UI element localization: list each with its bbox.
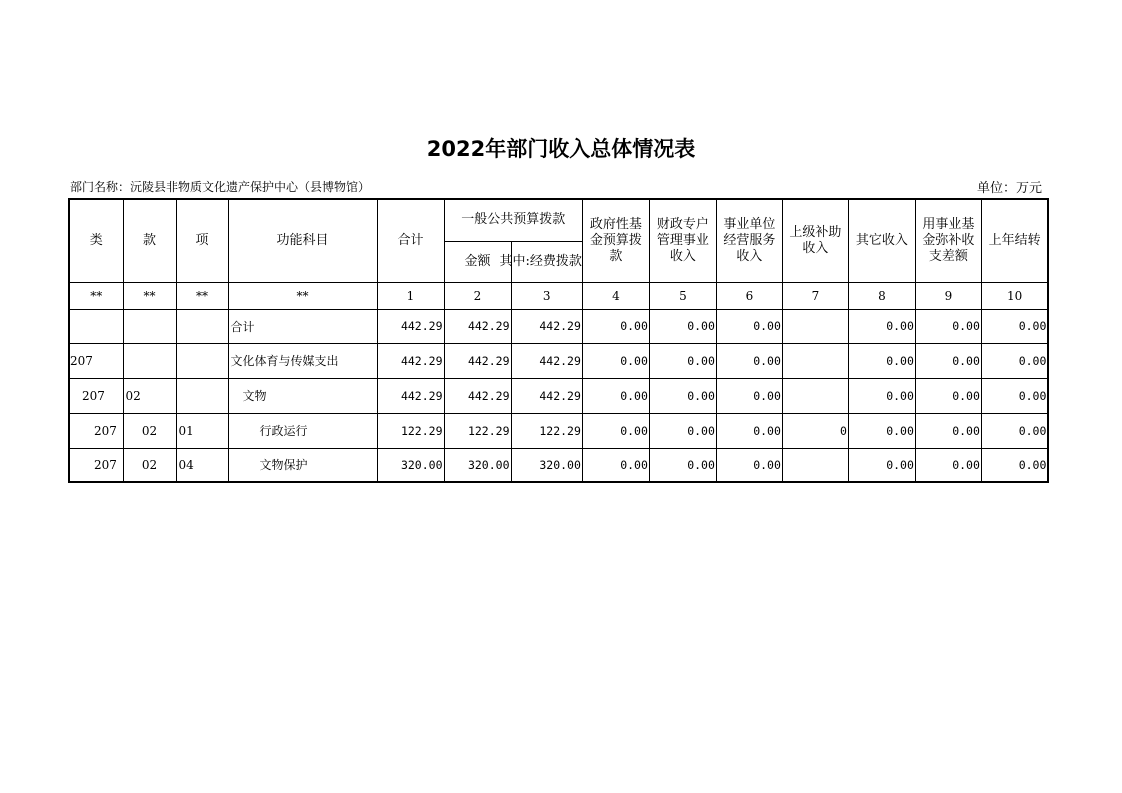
- cell-gov-fund: 0.00: [582, 378, 649, 413]
- cell-carryover: 0.00: [981, 309, 1048, 343]
- cell-subject: 文物保护: [228, 448, 377, 482]
- cell-business-ops: 0.00: [716, 413, 782, 448]
- header-row-1: [69, 199, 1048, 241]
- index-cell: 6: [716, 282, 782, 309]
- header-superior-subsidy: 上级补助收入: [782, 199, 848, 282]
- cell-carryover: 0.00: [981, 343, 1048, 378]
- table-row: [69, 343, 1048, 378]
- cell-subject: 行政运行: [228, 413, 377, 448]
- cell-gov-fund: 0.00: [582, 343, 649, 378]
- cell-lei: 207: [69, 413, 123, 448]
- cell-superior-subsidy: [782, 448, 848, 482]
- index-cell: 7: [782, 282, 848, 309]
- cell-xiang: [176, 378, 228, 413]
- header-general-budget: 一般公共预算拨款: [444, 199, 582, 241]
- cell-kuan: 02: [123, 413, 176, 448]
- header-total: 合计: [377, 199, 444, 282]
- cell-of-which: 122.29: [511, 413, 582, 448]
- cell-superior-subsidy: [782, 378, 848, 413]
- cell-business-ops: 0.00: [716, 309, 782, 343]
- cell-total: 122.29: [377, 413, 444, 448]
- table-row: [69, 448, 1048, 482]
- cell-business-ops: 0.00: [716, 448, 782, 482]
- cell-fiscal-special: 0.00: [649, 448, 716, 482]
- table-row: [69, 309, 1048, 343]
- index-cell: **: [228, 282, 377, 309]
- header-fiscal-special: 财政专户管理事业收入: [649, 199, 716, 282]
- index-cell: 8: [848, 282, 915, 309]
- cell-fiscal-special: 0.00: [649, 378, 716, 413]
- header-amount: 金额: [444, 241, 511, 282]
- cell-other-income: 0.00: [848, 343, 915, 378]
- cell-of-which: 442.29: [511, 343, 582, 378]
- header-fund-offset: 用事业基金弥补收支差额: [915, 199, 981, 282]
- cell-other-income: 0.00: [848, 309, 915, 343]
- index-cell: 5: [649, 282, 716, 309]
- cell-fund-offset: 0.00: [915, 378, 981, 413]
- cell-kuan: 02: [123, 378, 176, 413]
- cell-lei: 207: [69, 448, 123, 482]
- page-title: 2022年部门收入总体情况表: [426, 137, 696, 161]
- cell-of-which: 442.29: [511, 309, 582, 343]
- header-xiang: 项: [176, 199, 228, 282]
- unit-label: 单位：万元: [976, 181, 1042, 196]
- cell-xiang: [176, 343, 228, 378]
- index-cell: **: [123, 282, 176, 309]
- header-business-ops: 事业单位经营服务收入: [716, 199, 782, 282]
- cell-carryover: 0.00: [981, 413, 1048, 448]
- cell-amount: 442.29: [444, 309, 511, 343]
- index-cell: 9: [915, 282, 981, 309]
- cell-fiscal-special: 0.00: [649, 343, 716, 378]
- cell-of-which: 320.00: [511, 448, 582, 482]
- table-row: [69, 413, 1048, 448]
- cell-xiang: [176, 309, 228, 343]
- cell-gov-fund: 0.00: [582, 413, 649, 448]
- header-other-income: 其它收入: [848, 199, 915, 282]
- cell-subject: 文化体育与传媒支出: [228, 343, 377, 378]
- cell-of-which: 442.29: [511, 378, 582, 413]
- cell-subject: 合计: [228, 309, 377, 343]
- cell-other-income: 0.00: [848, 378, 915, 413]
- cell-superior-subsidy: 0: [782, 413, 848, 448]
- cell-other-income: 0.00: [848, 448, 915, 482]
- index-cell: 10: [981, 282, 1048, 309]
- header-of-which: 其中:经费拨款: [511, 241, 582, 282]
- index-cell: **: [69, 282, 123, 309]
- cell-kuan: 02: [123, 448, 176, 482]
- header-gov-fund: 政府性基金预算拨款: [582, 199, 649, 282]
- cell-fiscal-special: 0.00: [649, 413, 716, 448]
- cell-carryover: 0.00: [981, 448, 1048, 482]
- header-lei: 类: [69, 199, 123, 282]
- cell-lei: 207: [69, 343, 123, 378]
- index-cell: 2: [444, 282, 511, 309]
- index-cell: 1: [377, 282, 444, 309]
- index-cell: 4: [582, 282, 649, 309]
- cell-superior-subsidy: [782, 343, 848, 378]
- cell-subject: 文物: [228, 378, 377, 413]
- cell-other-income: 0.00: [848, 413, 915, 448]
- cell-gov-fund: 0.00: [582, 448, 649, 482]
- income-table: [68, 198, 1049, 483]
- cell-fiscal-special: 0.00: [649, 309, 716, 343]
- cell-carryover: 0.00: [981, 378, 1048, 413]
- header-kuan: 款: [123, 199, 176, 282]
- cell-fund-offset: 0.00: [915, 309, 981, 343]
- cell-lei: [69, 309, 123, 343]
- cell-amount: 320.00: [444, 448, 511, 482]
- table-row: [69, 378, 1048, 413]
- header-subject: 功能科目: [228, 199, 377, 282]
- cell-amount: 442.29: [444, 378, 511, 413]
- cell-business-ops: 0.00: [716, 343, 782, 378]
- cell-fund-offset: 0.00: [915, 448, 981, 482]
- index-cell: **: [176, 282, 228, 309]
- cell-total: 442.29: [377, 378, 444, 413]
- cell-lei: 207: [69, 378, 123, 413]
- cell-fund-offset: 0.00: [915, 413, 981, 448]
- cell-amount: 442.29: [444, 343, 511, 378]
- cell-xiang: 01: [176, 413, 228, 448]
- index-cell: 3: [511, 282, 582, 309]
- cell-fund-offset: 0.00: [915, 343, 981, 378]
- cell-total: 320.00: [377, 448, 444, 482]
- cell-kuan: [123, 309, 176, 343]
- cell-total: 442.29: [377, 309, 444, 343]
- index-row: [69, 282, 1048, 309]
- cell-superior-subsidy: [782, 309, 848, 343]
- header-carryover: 上年结转: [981, 199, 1048, 282]
- department-name: 部门名称：沅陵县非物质文化遗产保护中心（县博物馆）: [70, 180, 371, 194]
- cell-total: 442.29: [377, 343, 444, 378]
- cell-business-ops: 0.00: [716, 378, 782, 413]
- cell-gov-fund: 0.00: [582, 309, 649, 343]
- cell-kuan: [123, 343, 176, 378]
- cell-xiang: 04: [176, 448, 228, 482]
- cell-amount: 122.29: [444, 413, 511, 448]
